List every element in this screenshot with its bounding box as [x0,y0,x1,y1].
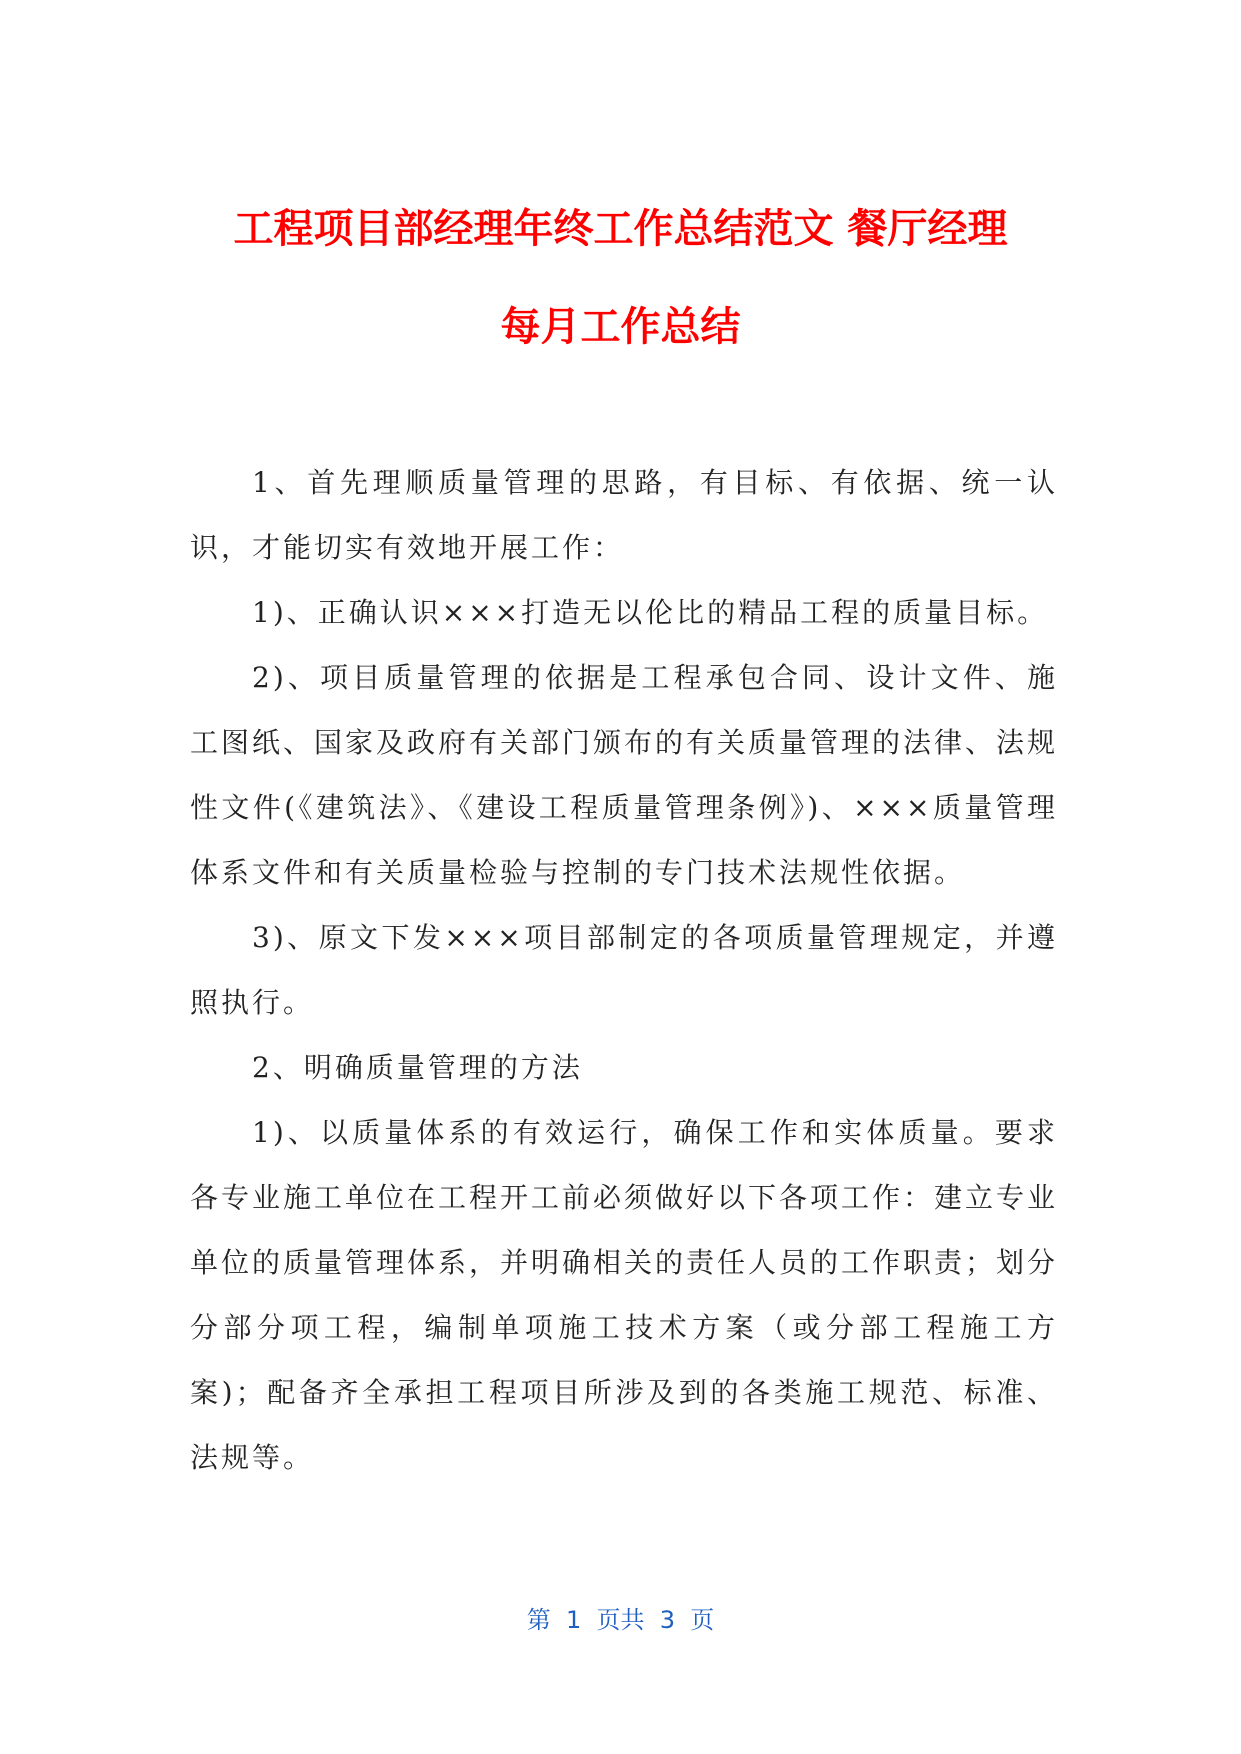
paragraph: 1)、正确认识×××打造无以伦比的精品工程的质量目标。 [252,596,1049,629]
paragraph: 2、明确质量管理的方法 [252,1051,583,1084]
document-title-line-2: 每月工作总结 [500,304,741,350]
document-title-line-1: 工程项目部经理年终工作总结范文 餐厅经理 [233,206,1008,252]
paragraph: 3)、原文下发×××项目部制定的各项质量管理规定，并遵照执行。 [190,921,1058,1019]
paragraph: 1、首先理顺质量管理的思路，有目标、有依据、统一认识，才能切实有效地开展工作： [190,466,1058,564]
page-number-footer: 第 1 页共 3 页 [526,1606,715,1634]
paragraph: 1)、以质量体系的有效运行，确保工作和实体质量。要求各专业施工单位在工程开工前必须做好以下各项工作：建立专业单位的质量管理体系，并明确相关的责任人员的工作职责；划分分部分项工程，编制单项施工技术方案（或分部工程施工方案)；配备齐全承担工程项目所涉及到的各类施工规范、标准、法规等。 [190,1116,1059,1474]
document-body [190,450,1058,1490]
paragraph: 2)、项目质量管理的依据是工程承包合同、设计文件、施工图纸、国家及政府有关部门颁布的有关质量管理的法律、法规性文件(《建筑法》、《建设工程质量管理条例》)、×××质量管理体系文件和有关质量检验与控制的专门技术法规性依据。 [190,661,1059,889]
